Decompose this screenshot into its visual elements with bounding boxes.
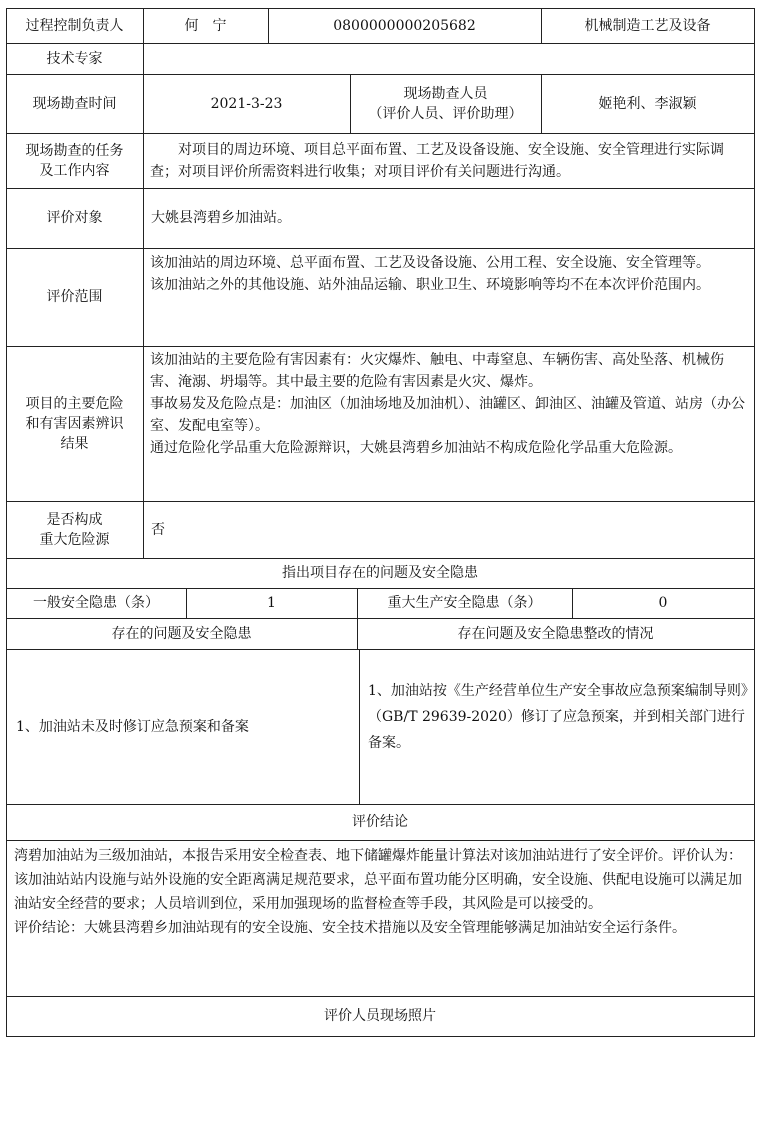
scope-text-para1: 该加油站的周边环境、总平面布置、工艺及设备设施、公用工程、安全设施、安全管理等。 (150, 255, 710, 271)
scope-label-text: 评价范围 (46, 289, 103, 305)
conclusion-title-text: 评价结论 (352, 814, 408, 830)
problem-column-header (6, 618, 357, 649)
fix-item-text: 1、加油站按《生产经营单位生产安全事故应急预案编制导则》（GB/T 29639-2020）修订了应急预案，并到相关部门进行备案。 (368, 683, 748, 751)
task-label (6, 133, 143, 188)
problem-column-header-text: 存在的问题及安全隐患 (111, 625, 252, 642)
major-production-hazard-label (357, 588, 572, 618)
photos-title-text: 评价人员现场照片 (324, 1008, 436, 1024)
specialty-text: 机械制造工艺及设备 (584, 17, 711, 34)
hazard-label-line1: 项目的主要危险 (25, 395, 124, 412)
issues-title (6, 558, 754, 588)
object-label-text: 评价对象 (46, 210, 103, 226)
photos-title (6, 996, 754, 1036)
conclusion-text (14, 844, 748, 940)
fix-column-header (357, 618, 754, 649)
general-hazard-count-text: 1 (267, 595, 276, 611)
id-number-text: 0800000000205682 (333, 17, 476, 34)
survey-time-value (143, 74, 350, 133)
problem-item-text: 1、加油站未及时修订应急预案和备案 (16, 718, 249, 735)
hazard-text-para3: 通过危险化学品重大危险源辩识，大姚县湾碧乡加油站不构成危险化学品重大危险源。 (150, 440, 682, 456)
object-value-text: 大姚县湾碧乡加油站。 (151, 210, 291, 226)
hazard-label-line2: 和有害因素辨识 (25, 415, 124, 432)
rule (6, 1036, 755, 1037)
conclusion-text-para2: 评价结论：大姚县湾碧乡加油站现有的安全设施、安全技术措施以及安全管理能够满足加油站安全运行条件。 (14, 920, 686, 936)
survey-staff-label-line1: 现场勘查人员 (403, 85, 488, 102)
survey-staff-value (541, 74, 754, 133)
conclusion-title (6, 804, 754, 840)
scope-text (150, 252, 748, 296)
rule (6, 840, 755, 841)
task-text (150, 139, 748, 183)
conclusion-text-para1: 湾碧加油站为三级加油站，本报告采用安全检查表、地下储罐爆炸能量计算法对该加油站进行了安全评价。评价认为：该加油站站内设施与站外设施的安全距离满足规范要求，总平面布置功能分区明确，安全设施、供配电设施可以满足加油站安全经营的要求；人员培训到位，采用加强现场的监督检查等手段，其风险是可以接受的。 (14, 848, 742, 912)
expert-value (143, 43, 754, 74)
expert-label-text: 技术专家 (46, 50, 103, 67)
manager-name (143, 8, 268, 43)
rule (359, 649, 360, 804)
hazard-text (150, 349, 748, 459)
task-label-line1: 现场勘查的任务 (25, 142, 124, 159)
object-value (143, 188, 754, 248)
scope-text-para2: 该加油站之外的其他设施、站外油品运输、职业卫生、环境影响等均不在本次评价范围内。 (150, 277, 710, 293)
expert-label (6, 43, 143, 74)
fix-column-header-text: 存在问题及安全隐患整改的情况 (457, 625, 654, 642)
major-production-hazard-count (572, 588, 754, 618)
specialty (541, 8, 754, 43)
general-hazard-count (186, 588, 357, 618)
problem-item (6, 649, 359, 804)
survey-time-value-text: 2021-3-23 (210, 95, 283, 112)
hazard-label (6, 346, 143, 501)
survey-time-label-text: 现场勘查时间 (32, 95, 117, 112)
task-text-para: 对项目的周边环境、项目总平面布置、工艺及设备设施、安全设施、安全管理进行实际调查；对项目评价所需资料进行收集；对项目评价有关问题进行沟通。 (150, 142, 724, 180)
issues-title-text: 指出项目存在的问题及安全隐患 (282, 565, 478, 581)
manager-label (6, 8, 143, 43)
survey-staff-label-line2: （评价人员、评价助理） (368, 105, 523, 122)
hazard-text-para2: 事故易发及危险点是：加油区（加油场地及加油机）、油罐区、卸油区、油罐及管道、站房（办公室、发配电室等）。 (150, 396, 745, 434)
fix-item (368, 678, 748, 756)
survey-staff-label (350, 74, 541, 133)
hazard-label-line3: 结果 (60, 435, 89, 452)
general-hazard-label (6, 588, 186, 618)
survey-staff-value-text: 姬艳利、李淑颖 (598, 95, 697, 112)
scope-label (6, 248, 143, 346)
major-hazard-label-line1: 是否构成 (46, 511, 103, 528)
major-production-hazard-count-text: 0 (658, 595, 668, 611)
manager-label-text: 过程控制负责人 (25, 17, 124, 34)
major-hazard-label-line2: 重大危险源 (39, 531, 110, 548)
major-production-hazard-label-text: 重大生产安全隐患（条） (387, 595, 542, 611)
major-hazard-value-text: 否 (151, 521, 165, 538)
hazard-text-para1: 该加油站的主要危险有害因素有：火灾爆炸、触电、中毒窒息、车辆伤害、高处坠落、机械伤害、淹溺、坍塌等。其中最主要的危险有害因素是火灾、爆炸。 (150, 352, 724, 390)
id-number (268, 8, 541, 43)
major-hazard-value (143, 501, 754, 558)
task-label-line2: 及工作内容 (39, 162, 110, 179)
manager-name-text: 何 宁 (184, 17, 227, 34)
major-hazard-label (6, 501, 143, 558)
general-hazard-label-text: 一般安全隐患（条） (33, 595, 159, 611)
survey-time-label (6, 74, 143, 133)
rule (754, 8, 755, 1037)
object-label (6, 188, 143, 248)
